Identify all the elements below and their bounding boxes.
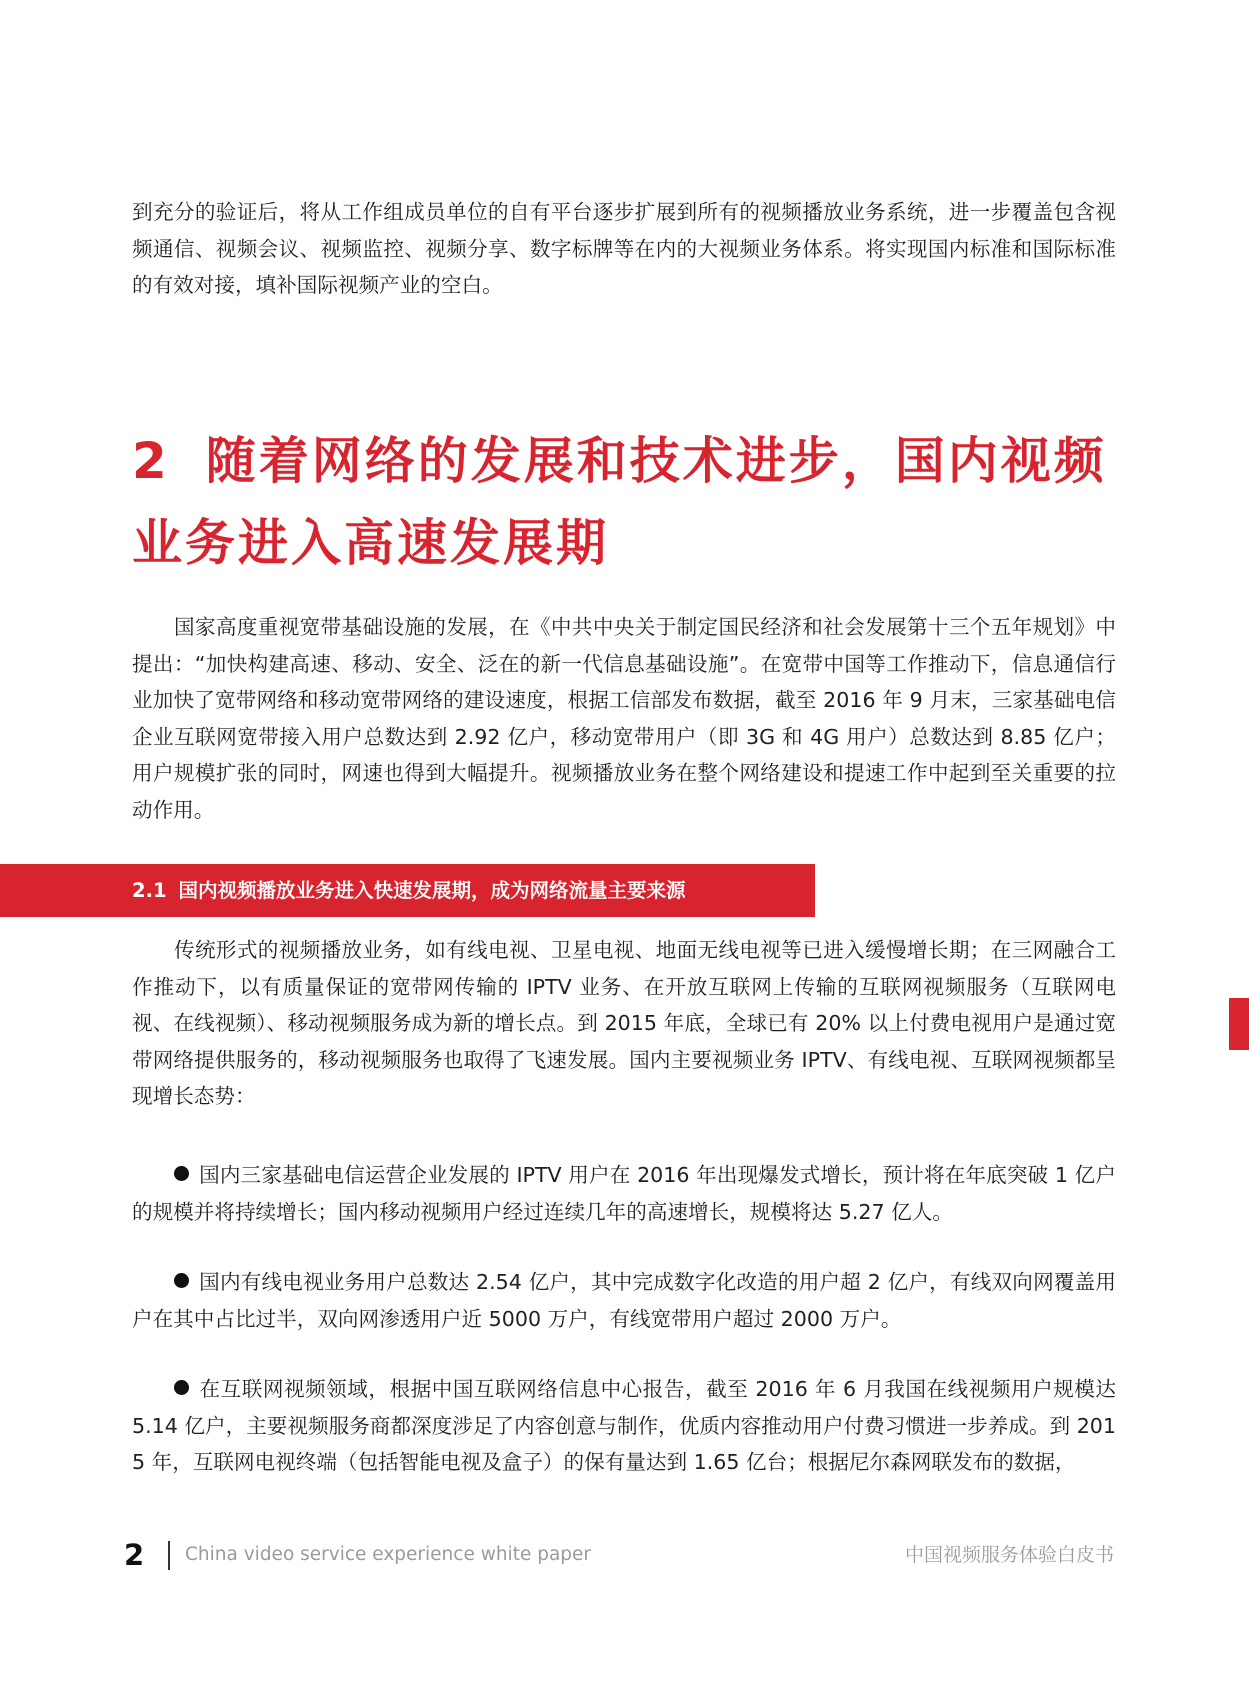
side-tab-marker [1229,998,1249,1050]
chapter-title-line1: 随着网络的发展和技术进步，国内视频 [205,432,1107,490]
chapter-heading [132,420,1132,584]
section-paragraph: 传统形式的视频播放业务，如有线电视、卫星电视、地面无线电视等已进入缓慢增长期；在三网融合工作推动下，以有质量保证的宽带网传输的 IPTV 业务、在开放互联网上传输的互联网视频服务（互联网电视、在线视频）、移动视频服务成为新的增长点。到 2015 年底，全球已有 20% 以上付费电视用户是通过宽带网络提供服务的，移动视频服务也取得了飞速发展。国内主要视频业务 IPTV、有线电视、互联网视频都呈现增长态势： [132,938,1116,1108]
bullet-item [132,1264,1116,1337]
section-title: 国内视频播放业务进入快速发展期，成为网络流量主要来源 [178,879,686,902]
intro-paragraph: 到充分的验证后，将从工作组成员单位的自有平台逐步扩展到所有的视频播放业务系统，进一步覆盖包含视频通信、视频会议、视频监控、视频分享、数字标牌等在内的大视频业务体系。将实现国内标准和国际标准的有效对接，填补国际视频产业的空白。 [132,200,1116,297]
footer-english-title: China video service experience white paper [185,1544,592,1565]
section-heading [132,864,686,917]
chapter-title-line2: 业务进入高速发展期 [132,514,609,572]
page-number: 2 [124,1538,145,1572]
bullet-text: 国内有线电视业务用户总数达 2.54 亿户，其中完成数字化改造的用户超 2 亿户，有线双向网覆盖用户在其中占比过半，双向网渗透用户近 5000 万户，有线宽带用户超过 2000 万户。 [132,1270,1116,1331]
section-number: 2.1 [132,879,167,902]
bullet-text: 在互联网视频领域，根据中国互联网络信息中心报告，截至 2016 年 6 月我国在线视频用户规模达 5.14 亿户，主要视频服务商都深度涉足了内容创意与制作，优质内容推动用户付费习惯进一步养成。到 2015 年，互联网电视终端（包括智能电视及盒子）的保有量达到 1.65 亿台；根据尼尔森网联发布的数据， [132,1377,1116,1474]
chapter-paragraph: 国家高度重视宽带基础设施的发展，在《中共中央关于制定国民经济和社会发展第十三个五年规划》中提出：“加快构建高速、移动、安全、泛在的新一代信息基础设施”。在宽带中国等工作推动下，信息通信行业加快了宽带网络和移动宽带网络的建设速度，根据工信部发布数据，截至 2016 年 9 月末，三家基础电信企业互联网宽带接入用户总数达到 2.92 亿户，移动宽带用户（即 3G 和 4G 用户）总数达到 8.85 亿户；用户规模扩张的同时，网速也得到大幅提升。视频播放业务在整个网络建设和提速工作中起到至关重要的拉动作用。 [132,615,1116,822]
bullet-item [132,1371,1116,1481]
footer-divider [168,1541,170,1570]
page-footer [0,1535,1249,1575]
bullet-item [132,1157,1116,1230]
section-heading-bar [0,864,815,917]
chapter-number: 2 [132,432,170,490]
bullet-icon [174,1380,189,1395]
bullet-text: 国内三家基础电信运营企业发展的 IPTV 用户在 2016 年出现爆发式增长，预计将在年底突破 1 亿户的规模并将持续增长；国内移动视频用户经过连续几年的高速增长，规模将达 5.27 亿人。 [132,1163,1116,1224]
bullet-icon [174,1166,189,1181]
footer-chinese-title: 中国视频服务体验白皮书 [904,1544,1114,1566]
bullet-icon [174,1273,189,1288]
